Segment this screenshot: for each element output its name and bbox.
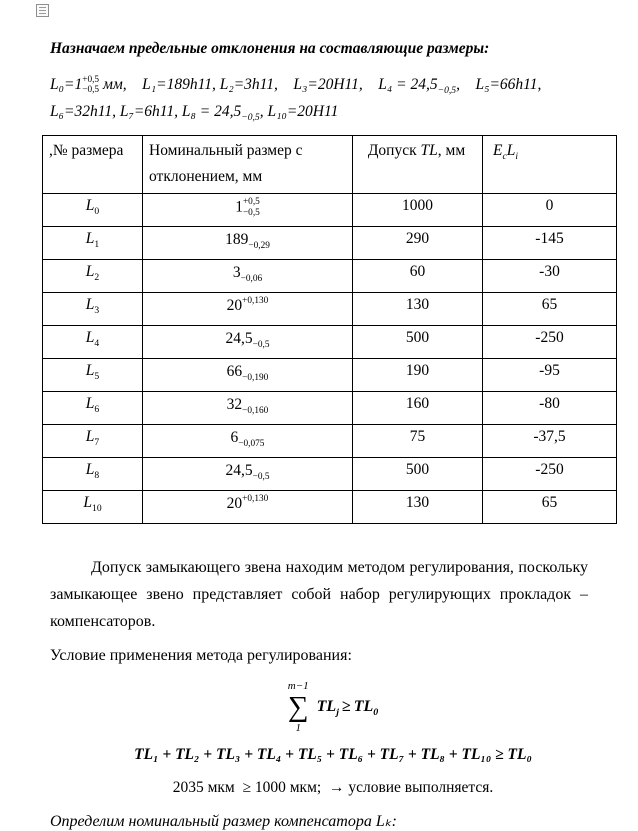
nominal-value: 20 xyxy=(226,495,243,513)
assignment-text: L₀=1 xyxy=(50,76,83,93)
table-row xyxy=(43,326,617,359)
tolerance-cell: 500 xyxy=(353,458,483,491)
tl-subscript: 0 xyxy=(373,707,379,719)
tl-symbol: TL xyxy=(420,142,438,160)
ecl-cell: 65 xyxy=(483,293,617,326)
tl-symbol: TL xyxy=(316,697,337,715)
nominal-value: 66 xyxy=(226,363,243,381)
tolerance-table xyxy=(42,135,617,524)
nominal-value: 24,5 xyxy=(225,330,253,348)
lower-deviation: −0,5 xyxy=(437,85,457,97)
dimension-symbol: L xyxy=(85,329,95,347)
lower-deviation: −0,5 xyxy=(242,208,260,218)
nominal-value: 3 xyxy=(232,264,241,282)
dimension-symbol: L xyxy=(85,395,95,413)
header-dimension-number: ,№ размера xyxy=(43,136,143,194)
ecl-cell: 65 xyxy=(483,491,617,524)
geq-symbol: ≥ xyxy=(341,697,351,715)
dimension-label-cell xyxy=(43,227,143,260)
dimension-symbol: L xyxy=(85,362,95,380)
tolerance-cell: 290 xyxy=(353,227,483,260)
dimension-label-cell xyxy=(43,458,143,491)
tl-subscript: j xyxy=(336,707,339,719)
dimension-label-cell xyxy=(43,491,143,524)
ecl-cell: -250 xyxy=(483,458,617,491)
assignment-text: мм, L₁=189h11, L₂=3h11, L₃=20H11, L₄ = 24,5 xyxy=(99,76,438,93)
tolerance-cell: 130 xyxy=(353,491,483,524)
condition-conclusion: 2035 мкм ≥ 1000 мкм; → условие выполняется. xyxy=(172,779,494,797)
table-row xyxy=(43,260,617,293)
ecl-cell: -30 xyxy=(483,260,617,293)
dimension-label-cell xyxy=(43,194,143,227)
deviation-stack xyxy=(253,329,270,350)
table-row xyxy=(43,392,617,425)
nominal-size-cell xyxy=(143,491,353,524)
table-header-row xyxy=(43,136,617,194)
tolerance-cell: 130 xyxy=(353,293,483,326)
lower-deviation: −0,06 xyxy=(240,273,263,284)
upper-deviation xyxy=(238,428,264,438)
deviation-stack xyxy=(242,362,268,383)
deviation-stack xyxy=(248,230,270,251)
sum-lower-limit: 1 xyxy=(295,722,301,735)
dimension-index: 7 xyxy=(94,437,100,449)
dimension-index: 4 xyxy=(94,338,100,350)
dimension-symbol: L xyxy=(85,296,95,314)
dimension-label-cell xyxy=(43,392,143,425)
dimension-index: 0 xyxy=(94,206,100,218)
lower-deviation: −0,5 xyxy=(241,111,260,123)
nominal-size-cell xyxy=(143,392,353,425)
dimension-label-cell xyxy=(43,326,143,359)
dimension-symbol: L xyxy=(83,494,93,512)
lower-deviation: −0,29 xyxy=(248,240,270,251)
dimension-index: 6 xyxy=(94,404,100,416)
dimension-index: 3 xyxy=(94,305,100,317)
nominal-value: 1 xyxy=(235,198,243,216)
table-row xyxy=(43,227,617,260)
upper-deviation: +0,5 xyxy=(242,197,260,208)
ecl-cell: -145 xyxy=(483,227,617,260)
header-nominal-size: Номинальный размер с отклонением, мм xyxy=(143,136,353,194)
tl-symbol: TL xyxy=(353,697,374,715)
dimension-label-cell xyxy=(43,260,143,293)
tolerance-cell: 190 xyxy=(353,359,483,392)
deviation-stack xyxy=(238,428,264,449)
nominal-value: 32 xyxy=(226,396,243,414)
regulation-paragraph: Допуск замыкающего звена находим методом регулирования, поскольку замыкающее звено представляет собой набор регулирующих прокладок – компенсаторов. xyxy=(50,559,588,631)
deviation-stack xyxy=(243,197,260,218)
sum-expression xyxy=(317,698,379,718)
nominal-value: 24,5 xyxy=(225,462,253,480)
header-ecl xyxy=(483,136,617,194)
summation-symbol xyxy=(288,681,309,734)
nominal-size-cell xyxy=(143,425,353,458)
object-anchor-icon[interactable] xyxy=(36,4,49,17)
table-row xyxy=(43,359,617,392)
l-symbol: L xyxy=(506,142,516,160)
deviation-stack xyxy=(253,461,270,482)
dimension-index: 8 xyxy=(94,470,100,482)
lower-deviation: −0,160 xyxy=(242,405,269,416)
tolerance-cell: 160 xyxy=(353,392,483,425)
nominal-size-cell xyxy=(143,227,353,260)
assignment-text: , L₁₀=20H11 xyxy=(259,102,339,120)
tolerance-cell: 60 xyxy=(353,260,483,293)
nominal-value: 189 xyxy=(225,231,249,249)
ecl-cell: 0 xyxy=(483,194,617,227)
upper-deviation xyxy=(248,230,270,240)
lower-deviation: −0,5 xyxy=(82,85,100,96)
ecl-cell: -80 xyxy=(483,392,617,425)
dimension-index: 2 xyxy=(94,272,100,284)
dimension-symbol: L xyxy=(85,230,95,248)
lower-deviation xyxy=(242,505,268,515)
table-row xyxy=(43,425,617,458)
sigma-icon: ∑ xyxy=(287,691,309,724)
nominal-size-cell xyxy=(143,293,353,326)
assignment-text: L₆=32h11, L₇=6h11, L₈ = 24,5 xyxy=(50,102,242,120)
upper-deviation xyxy=(242,362,268,372)
nominal-size-cell xyxy=(143,359,353,392)
sum-upper-limit: m−1 xyxy=(287,680,309,693)
nominal-value: 20 xyxy=(226,297,243,315)
ecl-cell: -250 xyxy=(483,326,617,359)
compensator-intro: Определим номинальный размер компенсатора Lₖ: xyxy=(50,813,397,831)
table-row xyxy=(43,458,617,491)
deviation-stack xyxy=(82,75,99,96)
lower-deviation: −0,5 xyxy=(252,471,270,482)
dimension-index: 10 xyxy=(92,503,102,515)
condition-intro: Условие применения метода регулирования: xyxy=(50,647,352,665)
ecl-cell: -95 xyxy=(483,359,617,392)
section-heading: Назначаем предельные отклонения на составляющие размеры: xyxy=(50,40,490,57)
table-row xyxy=(43,491,617,524)
deviation-stack xyxy=(241,263,263,284)
lower-deviation xyxy=(242,307,268,317)
deviation-stack xyxy=(242,395,268,416)
dimension-index: 1 xyxy=(94,239,100,251)
l-subscript: i xyxy=(515,151,519,163)
header-tolerance-unit: , мм xyxy=(437,142,466,160)
upper-deviation: +0,130 xyxy=(242,296,269,307)
nominal-value: 6 xyxy=(230,429,239,447)
dimension-symbol: L xyxy=(85,197,95,215)
deviation-stack xyxy=(242,296,268,317)
table-row xyxy=(43,194,617,227)
e-subscript: c xyxy=(502,151,507,163)
dimension-label-cell xyxy=(43,293,143,326)
dimension-label-cell xyxy=(43,425,143,458)
lower-deviation: −0,5 xyxy=(252,339,270,350)
deviation-stack xyxy=(242,494,268,515)
lower-deviation: −0,190 xyxy=(242,372,269,383)
dimension-label-cell xyxy=(43,359,143,392)
dimension-assignments xyxy=(50,72,616,125)
assignment-text: , L₅=66h11, xyxy=(456,76,542,93)
tolerance-cell: 75 xyxy=(353,425,483,458)
tolerance-cell: 500 xyxy=(353,326,483,359)
nominal-size-cell xyxy=(143,326,353,359)
lower-deviation: −0,075 xyxy=(238,438,265,449)
dimension-symbol: L xyxy=(85,263,95,281)
dimension-symbol: L xyxy=(85,428,95,446)
dimension-symbol: L xyxy=(85,461,95,479)
table-row xyxy=(43,293,617,326)
dimension-index: 5 xyxy=(94,371,100,383)
header-tolerance xyxy=(353,136,483,194)
upper-deviation xyxy=(241,263,263,273)
upper-deviation xyxy=(253,461,270,471)
tolerance-sum-inequality: TL₁ + TL₂ + TL₃ + TL₄ + TL₅ + TL₆ + TL₇ + TL₈ + TL₁₀ ≥ TL₀ xyxy=(134,746,532,764)
e-symbol: E xyxy=(493,142,503,160)
upper-deviation: +0,5 xyxy=(82,74,100,85)
nominal-size-cell xyxy=(143,260,353,293)
tolerance-cell: 1000 xyxy=(353,194,483,227)
nominal-size-cell xyxy=(143,194,353,227)
header-tolerance-text: Допуск xyxy=(367,142,421,160)
upper-deviation xyxy=(242,395,268,405)
sum-condition-formula xyxy=(50,681,616,734)
ecl-cell: -37,5 xyxy=(483,425,617,458)
upper-deviation: +0,130 xyxy=(242,494,269,505)
upper-deviation xyxy=(253,329,270,339)
nominal-size-cell xyxy=(143,458,353,491)
